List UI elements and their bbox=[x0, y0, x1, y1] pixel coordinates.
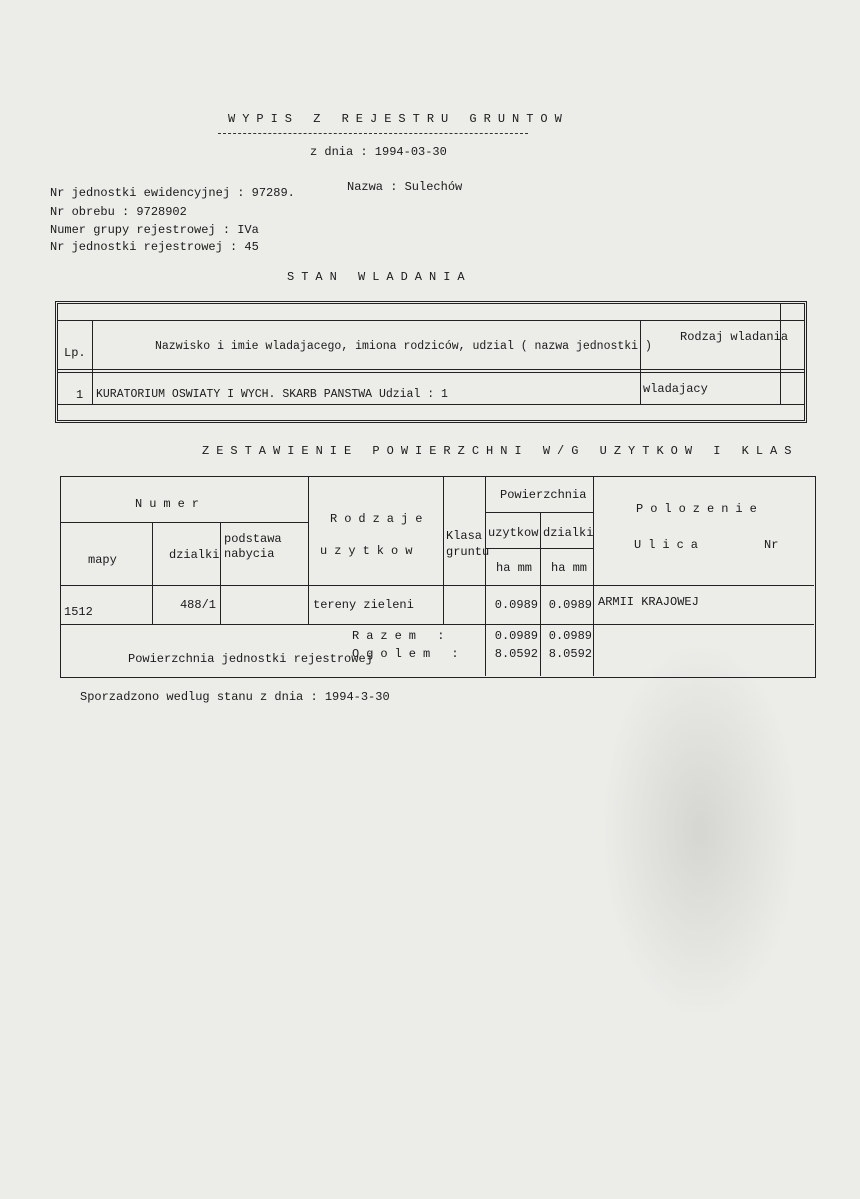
cell-mapy: 1512 bbox=[64, 605, 93, 619]
header-podstawa: podstawa nabycia bbox=[224, 532, 282, 561]
header-rodzaj: Rodzaj wladania bbox=[680, 330, 789, 344]
row-nazwisko: KURATORIUM OSWIATY I WYCH. SKARB PANSTWA Udzial : 1 bbox=[96, 388, 448, 401]
nr-jednostki-rejestrowej: Nr jednostki rejestrowej : 45 bbox=[50, 240, 259, 254]
nr-jednostki-ewidencyjnej: Nr jednostki ewidencyjnej : 97289. bbox=[50, 186, 295, 200]
header-pow-uzytkow: uzytkow bbox=[488, 526, 539, 540]
row-lp: 1 bbox=[76, 388, 84, 402]
date-line: z dnia : 1994-03-30 bbox=[310, 145, 447, 159]
nr-obrebu: Nr obrebu : 9728902 bbox=[50, 205, 187, 219]
document-title: WYPIS Z REJESTRU GRUNTOW bbox=[228, 112, 569, 126]
header-lp: Lp. bbox=[64, 346, 86, 360]
header-polozenie: Polozenie bbox=[636, 502, 764, 516]
header-mapy: mapy bbox=[88, 553, 117, 567]
cell-dzialki: 488/1 bbox=[179, 598, 216, 612]
ogolem-dzialki: 8.0592 bbox=[548, 647, 592, 661]
powierzchnia-label: Powierzchnia jednostki rejestrowej bbox=[128, 652, 373, 666]
numer-grupy: Numer grupy rejestrowej : IVa bbox=[50, 223, 259, 237]
title-underline bbox=[218, 133, 528, 134]
razem-uzytkow: 0.0989 bbox=[494, 629, 538, 643]
header-pow-dzialki: dzialki bbox=[543, 526, 594, 540]
row-rodzaj: wladajacy bbox=[643, 382, 708, 396]
stan-wladania-title: STAN WLADANIA bbox=[287, 270, 472, 284]
cell-rodzaj: tereny zieleni bbox=[313, 598, 414, 612]
razem-label: Razem : bbox=[352, 629, 452, 643]
header-ha-1: ha mm bbox=[496, 561, 533, 575]
nazwa: Nazwa : Sulechów bbox=[347, 180, 463, 194]
zestawienie-title: ZESTAWIENIE POWIERZCHNI W/G UZYTKOW I KLAS bbox=[202, 444, 799, 458]
header-klasa: Klasa gruntu bbox=[446, 529, 490, 559]
header-numer: Numer bbox=[135, 497, 207, 511]
ogolem-uzytkow: 8.0592 bbox=[494, 647, 538, 661]
header-nr: Nr bbox=[764, 538, 779, 552]
header-rodzaje: Rodzaje bbox=[330, 512, 430, 526]
header-dzialki: dzialki bbox=[169, 548, 220, 562]
scan-smudge bbox=[600, 640, 800, 1020]
ogolem-label: Ogolem : bbox=[352, 647, 466, 661]
cell-ulica: ARMII KRAJOWEJ bbox=[598, 595, 699, 609]
footer-note: Sporzadzono wedlug stanu z dnia : 1994-3-30 bbox=[80, 690, 390, 704]
header-uzytkow: uzytkow bbox=[320, 544, 420, 558]
header-ha-2: ha mm bbox=[551, 561, 588, 575]
cell-pow-uzytkow: 0.0989 bbox=[494, 598, 538, 612]
razem-dzialki: 0.0989 bbox=[548, 629, 592, 643]
header-powierzchnia: Powierzchnia bbox=[500, 488, 587, 502]
header-nazwisko: Nazwisko i imie wladajacego, imiona rodziców, udzial ( nazwa jednostki ) bbox=[155, 340, 652, 353]
cell-pow-dzialki: 0.0989 bbox=[548, 598, 592, 612]
header-ulica: Ulica bbox=[634, 538, 706, 552]
